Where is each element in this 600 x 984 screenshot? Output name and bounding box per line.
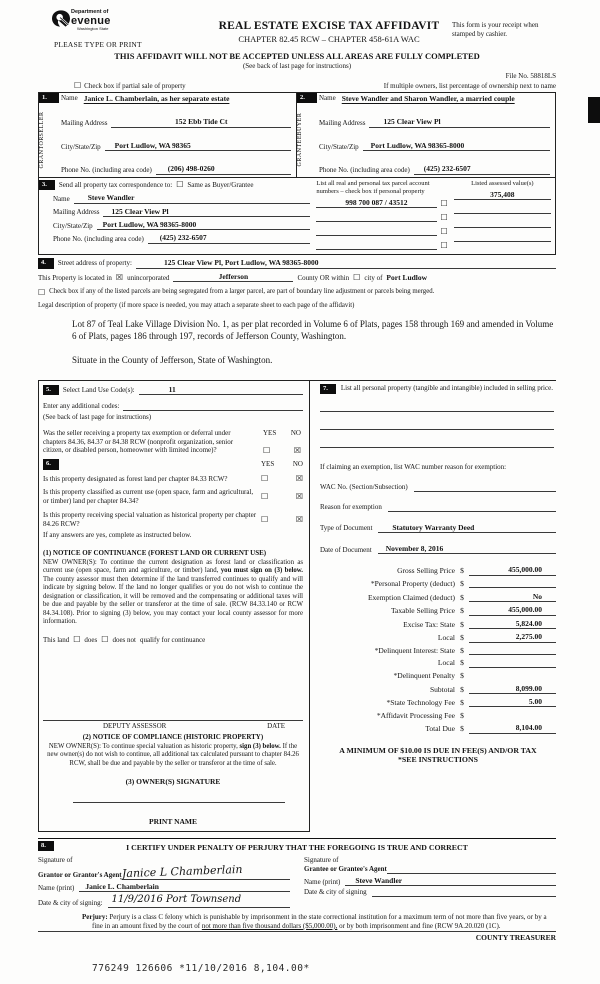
logo-name-text: evenue <box>71 14 111 27</box>
reason-label: Reason for exemption <box>320 502 382 511</box>
additional-codes-label: Enter any additional codes: <box>43 402 120 411</box>
s3-mailing-label: Mailing Address <box>53 208 100 217</box>
logo-dept-text: Department of <box>71 9 109 15</box>
street-address-label: Street address of property: <box>57 259 132 268</box>
s5-see-back-note: (See back of last page for instructions) <box>43 413 152 421</box>
grantor-date-handwriting: 11/9/2016 Port Townsend <box>111 894 242 906</box>
fee-field-total[interactable]: 8,104.00 <box>469 723 556 733</box>
personal-property-line-3[interactable] <box>320 447 554 448</box>
does-checkbox[interactable]: ☐ <box>73 635 81 644</box>
s5-no-label: NO <box>290 428 301 437</box>
form-chapter: CHAPTER 82.45 RCW – CHAPTER 458-61A WAC <box>238 34 420 45</box>
q2-yes-checkbox[interactable]: ☐ <box>261 492 269 501</box>
s3-phone-label: Phone No. (including area code) <box>53 235 144 243</box>
continuance-text: NEW OWNER(S): To continue the current designation as forest land or classification as current use (open space, farm and agriculture, or timber) land, you must sign on (3) below. The county assessor must then determine if the land transferred continues to qualify and will indicate by signing below. If the land no longer qualifies or you do not wish to continue the designation or classification, it will be removed and the compensating or additional taxes will be due and payable by the seller or transferor at the time of sale. (RCW 84.33.140 or RCW 84.34.108). Prior to signing (3) below, you may contact your local county assessor for more information. <box>43 558 303 626</box>
s5-yes-label: YES <box>263 428 277 437</box>
form-title: REAL ESTATE EXCISE TAX AFFIDAVIT <box>218 20 440 32</box>
grantor-sig-of-label: Signature of <box>38 856 73 865</box>
buyer-section <box>297 93 555 177</box>
q2-no-checkbox[interactable]: ☒ <box>295 492 303 501</box>
personal-property-line-1[interactable] <box>320 411 554 412</box>
section-1-numbox: 1. <box>39 93 59 104</box>
grantee-date-city-label: Date & city of signing <box>304 888 367 897</box>
does-not-checkbox[interactable]: ☐ <box>101 635 109 644</box>
section-3-numbox: 3. <box>39 180 55 191</box>
s3-csz-label: City/State/Zip <box>53 221 93 230</box>
section-8 <box>38 838 556 908</box>
reason-field[interactable] <box>388 504 556 512</box>
certify-statement: I CERTIFY UNDER PENALTY OF PERJURY THAT THE FOREGOING IS TRUE AND CORRECT <box>126 842 468 852</box>
segregated-label: Check box if any of the listed parcels are being segregated from a larger parcel, are part of boundary line adjustment or parcels being merged. <box>49 288 435 296</box>
city-checkbox[interactable]: ☐ <box>353 273 361 283</box>
section-4-numbox: 4. <box>38 258 54 269</box>
s3-phone-field[interactable]: (425) 232-6507 <box>148 233 311 243</box>
q3-yes-checkbox[interactable]: ☐ <box>261 514 269 524</box>
grantor-date-city-label: Date & city of signing: <box>38 899 103 908</box>
fee-field-tech-fee[interactable]: 5.00 <box>469 697 556 707</box>
file-number: File No. 58818LS <box>505 72 556 81</box>
parcel-field-3[interactable] <box>316 228 436 236</box>
assessed-field-3[interactable] <box>454 220 551 228</box>
fee-field-exemption[interactable]: No <box>469 592 556 602</box>
fee-row-excise-state: Excise Tax: State $ 5,824.00 <box>320 619 556 629</box>
assessed-value-header: Listed assessed value(s) <box>471 179 534 187</box>
buyer-mailing-field[interactable]: 125 Clear View Pl <box>369 117 550 127</box>
personal-property-label: List all personal property (tangible and intangible) included in selling price. <box>340 383 553 392</box>
fee-row-processing: *Affidavit Processing Fee $ <box>320 711 556 720</box>
grantee-sig-of-label: Signature of <box>304 856 339 865</box>
parcel-checkbox-1[interactable]: ☐ <box>440 199 448 209</box>
s5-yes-checkbox[interactable]: ☐ <box>263 446 271 455</box>
seller-side-label: GRANTOR SELLER <box>39 111 45 169</box>
assessed-field-2[interactable] <box>454 206 551 214</box>
buyer-csz-label: City/State/Zip <box>319 142 359 151</box>
seller-section <box>39 93 297 177</box>
legal-description-label: Legal description of property (if more space is needed, you may attach a separate sheet to each page of the affidavit) <box>38 301 355 309</box>
wac-label: WAC No. (Section/Subsection) <box>320 483 408 491</box>
send-correspondence-label: Send all property tax correspondence to: <box>58 180 173 189</box>
warning-line: THIS AFFIDAVIT WILL NOT BE ACCEPTED UNLESS ALL AREAS ARE FULLY COMPLETED <box>114 50 480 61</box>
seller-phone-field[interactable]: (206) 498-0260 <box>156 164 291 174</box>
fee-row-taxable: Taxable Selling Price $ 455,000.00 <box>320 605 556 615</box>
grantee-agent-label: Grantee or Grantee's Agent <box>304 865 387 874</box>
fee-field-processing[interactable] <box>469 711 556 720</box>
fee-table <box>320 562 556 733</box>
fee-field-personal[interactable] <box>469 579 556 588</box>
fee-row-tech-fee: *State Technology Fee $ 5.00 <box>320 697 556 707</box>
receipt-note: This form is your receipt when stamped by cashier. <box>452 21 539 39</box>
compliance-title: (2) NOTICE OF COMPLIANCE (HISTORIC PROPERTY) <box>82 732 264 741</box>
section-2-numbox: 2. <box>297 93 317 104</box>
parcel-field-2[interactable] <box>316 214 436 222</box>
parcel-numbers-header: List all real and personal tax parcel account numbers – check box if personal property <box>316 179 430 195</box>
s5-question-text: Was the seller receiving a property tax exemption or deferral under chapters 84.36, 84.37 or 84.38 RCW (nonprofit organization, senior citizen, or disabled person, homeowner with limited income)? <box>43 428 234 455</box>
unincorporated-label: unincorporated <box>127 273 170 282</box>
buyer-mailing-label: Mailing Address <box>319 119 366 127</box>
city-of-label: city of <box>364 273 383 282</box>
parcel-field-1[interactable]: 998 700 087 / 43512 <box>316 198 436 208</box>
grantor-signature-block <box>38 856 290 907</box>
fee-field-delinq-local[interactable] <box>469 659 556 668</box>
s6-q1-text: Is this property designated as forest land per chapter 84.33 RCW? <box>43 474 228 483</box>
assessed-field-1[interactable]: 375,408 <box>454 190 551 200</box>
partial-sale-checkbox[interactable]: ☐ <box>74 81 82 91</box>
fee-row-total: Total Due $ 8,104.00 <box>320 723 556 733</box>
q1-no-checkbox[interactable]: ☒ <box>295 473 303 483</box>
deputy-assessor-label: DEPUTY ASSESSOR <box>103 722 167 731</box>
county-field[interactable]: Jefferson <box>173 272 293 282</box>
does-label: does <box>84 635 98 644</box>
sections-5-6 <box>38 380 310 832</box>
section-3 <box>39 178 555 255</box>
continuance-title: (1) NOTICE OF CONTINUANCE (FOREST LAND OR CURRENT USE) <box>43 549 267 557</box>
this-land-label: This land <box>43 635 70 644</box>
buyer-name-field[interactable]: Steve Wandler and Sharon Wandler, a married couple <box>341 93 515 103</box>
seller-csz-field[interactable]: Port Ludlow, WA 98365 <box>105 141 291 151</box>
multiple-owners-note: If multiple owners, list percentage of ownership next to name <box>383 82 556 90</box>
seller-csz-label: City/State/Zip <box>61 142 101 151</box>
seller-mailing-label: Mailing Address <box>61 119 108 127</box>
doc-date-field[interactable]: November 8, 2016 <box>378 544 556 554</box>
county-or-label: County OR within <box>297 273 350 282</box>
grantor-signature-field[interactable] <box>122 865 290 880</box>
s3-name-field[interactable]: Steve Wandler <box>74 193 311 203</box>
same-as-buyer-checkbox[interactable]: ☐ <box>176 180 184 189</box>
fee-row-delinq-state: *Delinquent Interest: State $ <box>320 646 556 655</box>
grantor-name-print-label: Name (print) <box>38 883 75 892</box>
sections-7-fees <box>310 380 556 832</box>
fee-row-exemption: Exemption Claimed (deduct) $ No <box>320 592 556 602</box>
grantee-name-print-label: Name (print) <box>304 877 341 886</box>
section-5-numbox: 5. <box>43 385 59 396</box>
section-7-numbox: 7. <box>320 384 336 395</box>
does-not-label: does not <box>112 635 136 644</box>
seller-phone-label: Phone No. (including area code) <box>61 166 152 174</box>
situate-text: Situate in the County of Jefferson, State of Washington. <box>72 354 273 365</box>
grantor-signature-handwriting: Janice L Chamberlain <box>121 863 243 881</box>
buyer-phone-label: Phone No. (including area code) <box>319 166 410 174</box>
grantee-name-field[interactable]: Steve Wandler <box>345 876 556 886</box>
doc-date-label: Date of Document <box>320 545 372 554</box>
owner-signature-line[interactable] <box>73 802 285 803</box>
exemption-note: If claiming an exemption, list WAC number reason for exemption: <box>320 463 507 472</box>
grantor-name-field[interactable]: Janice L. Chamberlain <box>79 882 290 892</box>
q3-no-checkbox[interactable]: ☒ <box>295 514 303 524</box>
wac-field[interactable] <box>414 484 556 492</box>
parcel-checkbox-4[interactable]: ☐ <box>440 241 448 251</box>
s3-name-label: Name <box>53 194 70 203</box>
street-address-field[interactable]: 125 Clear View Pl, Port Ludlow, WA 98365-8000 <box>136 258 556 268</box>
s6-no-label: NO <box>292 459 303 468</box>
buyer-side-label: GRANTEE BUYER <box>297 112 303 168</box>
cashier-receipt-stamp: 776249 126606 *11/10/2016 8,104.00* <box>92 962 310 974</box>
date-label: DATE <box>267 722 285 731</box>
revenue-r-swirl-icon <box>52 10 70 27</box>
same-as-buyer-label: Same as Buyer/Grantee <box>187 180 254 189</box>
qualify-label: qualify for continuance <box>139 635 206 644</box>
fee-field-subtotal[interactable]: 8,099.00 <box>469 684 556 694</box>
s6-q2-text: Is this property classified as current use (open space, farm and agricultural, or timber) land per chapter 84.34? <box>43 488 254 505</box>
section-4 <box>38 258 556 365</box>
fee-field-penalty[interactable] <box>469 671 556 680</box>
registration-mark <box>588 97 600 123</box>
parcel-checkbox-3[interactable]: ☐ <box>440 227 448 237</box>
unincorporated-checkbox[interactable]: ☒ <box>115 273 124 283</box>
additional-codes-field[interactable] <box>123 403 303 411</box>
deputy-assessor-line[interactable] <box>43 720 303 731</box>
city-field[interactable]: Port Ludlow <box>386 272 428 282</box>
section-8-numbox: 8. <box>38 841 54 852</box>
seller-name-field[interactable]: Janice L. Chamberlain, as her separate estate <box>83 93 230 103</box>
fee-field-excise-local[interactable]: 2,275.00 <box>469 632 556 642</box>
doc-type-label: Type of Document <box>320 524 373 533</box>
parcel-field-4[interactable] <box>316 242 436 250</box>
fee-field-taxable[interactable]: 455,000.00 <box>469 605 556 615</box>
grantee-date-field[interactable] <box>372 889 556 897</box>
grantor-agent-label: Grantor or Grantor's Agent <box>38 871 122 880</box>
minimum-due-note: A MINIMUM OF $10.00 IS DUE IN FEE(S) AND/OR TAX <box>339 745 537 755</box>
assessed-field-4[interactable] <box>454 234 551 242</box>
fee-field-gross[interactable]: 455,000.00 <box>469 565 556 575</box>
logo-sub-text: Washington State <box>77 25 109 31</box>
seller-name-label: Name <box>61 93 78 102</box>
doc-type-field[interactable]: Statutory Warranty Deed <box>378 523 556 533</box>
land-use-field[interactable]: 11 <box>139 385 303 395</box>
s5-no-checkbox[interactable]: ☒ <box>293 446 301 455</box>
fee-row-gross: Gross Selling Price $ 455,000.00 <box>320 565 556 575</box>
county-treasurer-label: COUNTY TREASURER <box>475 933 556 943</box>
fee-row-subtotal: Subtotal $ 8,099.00 <box>320 684 556 694</box>
segregated-checkbox[interactable]: ☐ <box>38 287 46 297</box>
see-back-note: (See back of last page for instructions) <box>242 61 352 70</box>
s3-csz-field[interactable]: Port Ludlow, WA 98365-8000 <box>97 220 311 230</box>
s6-yes-label: YES <box>261 459 275 468</box>
perjury-statement: Perjury: Perjury is a class C felony which is punishable by imprisonment in the state correctional institution for a maximum term of not more than five years, or by a fine in an amount fixed by the court of not more than five thousand dollars ($5,000.00), or by both imprisonment and fine (RCW 9A.20.020 (1C). <box>38 913 556 933</box>
section-6-numbox: 6. <box>43 459 59 470</box>
fee-row-personal: *Personal Property (deduct) $ <box>320 579 556 588</box>
compliance-text: NEW OWNER(S): To continue special valuation as historic property, sign (3) below. If the new owner(s) do not wish to continue, all additional tax calculated pursuant to chapter 84.26 RCW, shall be due and payable by the seller or transferor at the time of sale. <box>47 742 299 767</box>
fee-row-excise-local: Local $ 2,275.00 <box>320 632 556 642</box>
buyer-phone-field[interactable]: (425) 232-6507 <box>414 164 550 174</box>
s3-mailing-field[interactable]: 125 Clear View Pl <box>103 207 310 217</box>
s6-note: If any answers are yes, complete as instructed below. <box>43 531 192 540</box>
partial-sale-label: Check box if partial sale of property <box>84 82 186 90</box>
fee-field-excise-state[interactable]: 5,824.00 <box>469 619 556 629</box>
print-name-heading: PRINT NAME <box>149 817 197 827</box>
fee-field-delinq-state[interactable] <box>469 646 556 655</box>
legal-description-text: Lot 87 of Teal Lake Village Division No. 1, as per plat recorded in Volume 6 of Plats, pages 158 through 169 and amended in Volume 6 of Plats, pages 186 through 197, records of Jefferson County, Washington. <box>72 319 554 342</box>
grantee-signature-block <box>304 856 556 907</box>
personal-property-line-2[interactable] <box>320 429 554 430</box>
parcel-checkbox-2[interactable]: ☐ <box>440 213 448 223</box>
dor-logo <box>52 10 206 31</box>
fee-row-delinq-local: Local $ <box>320 658 556 667</box>
buyer-name-label: Name <box>319 93 336 102</box>
buyer-csz-field[interactable]: Port Ludlow, WA 98365-8000 <box>363 141 550 151</box>
see-instructions-note: *SEE INSTRUCTIONS <box>398 755 478 765</box>
grantor-date-field[interactable] <box>108 894 290 908</box>
parties-box <box>38 92 556 256</box>
q1-yes-checkbox[interactable]: ☐ <box>261 473 269 483</box>
fee-row-penalty: *Delinquent Penalty $ <box>320 671 556 680</box>
grantee-signature-field[interactable] <box>387 866 556 874</box>
located-in-label: This Property is located in <box>38 273 112 282</box>
please-type-or-print: PLEASE TYPE OR PRINT <box>54 39 142 49</box>
owner-signature-heading: (3) OWNER(S) SIGNATURE <box>125 777 221 786</box>
s6-q3-text: Is this property receiving special valuation as historical property per chapter 84.26 RCW? <box>43 510 257 528</box>
form-header <box>38 6 556 49</box>
seller-mailing-field[interactable]: 152 Ebb Tide Ct <box>111 117 291 127</box>
land-use-label: Select Land Use Code(s): <box>62 385 135 394</box>
